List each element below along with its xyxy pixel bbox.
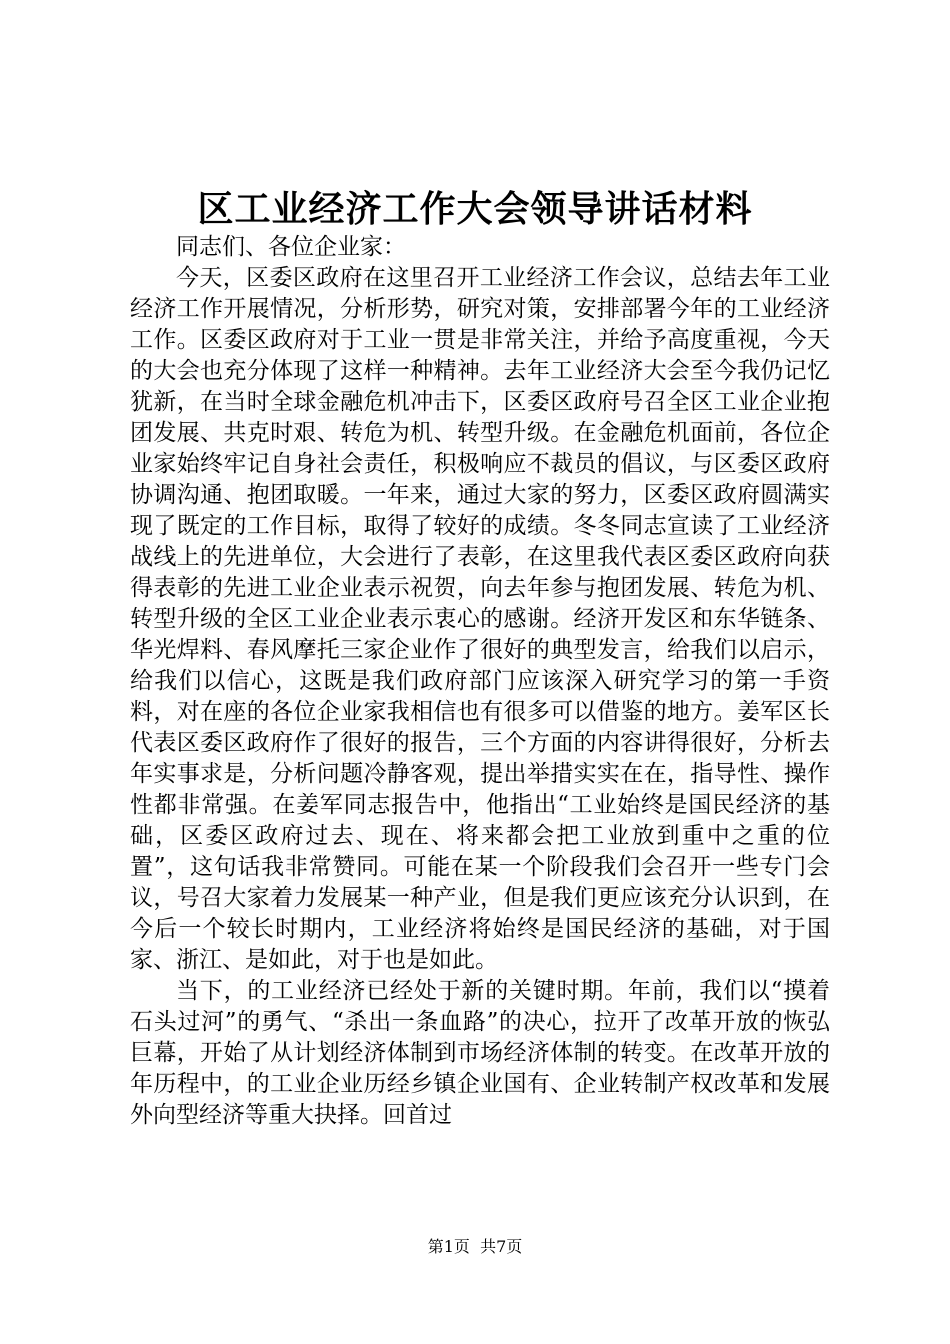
page-footer [0,1235,950,1259]
page-number: 第1页 [427,1237,470,1256]
paragraph: 今天，区委区政府在这里召开工业经济工作会议，总结去年工业经济工作开展情况，分析形势，研究对策，安排部署今年的工业经济工作。区委区政府对于工业一贯是非常关注，并给予高度重视，今天的大会也充分体现了这样一种精神。去年工业经济大会至今我仍记忆犹新，在当时全球金融危机冲击下，区委区政府号召全区工业企业抱团发展、共克时艰、转危为机、转型升级。在金融危机面前，各位企业家始终牢记自身社会责任，积极响应不裁员的倡议，与区委区政府协调沟通、抱团取暖。一年来，通过大家的努力，区委区政府圆满实现了既定的工作目标，取得了较好的成绩。冬冬同志宣读了工业经济战线上的先进单位，大会进行了表彰，在这里我代表区委区政府向获得表彰的先进工业企业表示祝贺，向去年参与抱团发展、转危为机、转型升级的全区工业企业表示衷心的感谢。经济开发区和东华链条、华光焊料、春风摩托三家企业作了很好的典型发言，给我们以启示，给我们以信心，这既是我们政府部门应该深入研究学习的第一手资料，对在座的各位企业家我相信也有很多可以借鉴的地方。姜军区长代表区委区政府作了很好的报告，三个方面的内容讲得很好，分析去年实事求是，分析问题冷静客观，提出举措实实在在，指导性、操作性都非常强。在姜军同志报告中，他指出“工业始终是国民经济的基础，区委区政府过去、现在、将来都会把工业放到重中之重的位置”，这句话我非常赞同。可能在某一个阶段我们会召开一些专门会议，号召大家着力发展某一种产业，但是我们更应该充分认识到，在今后一个较长时期内，工业经济将始终是国民经济的基础，对于国家、浙江、是如此，对于也是如此。 [130,265,830,973]
page-total: 共7页 [480,1237,523,1256]
document-title: 区工业经济工作大会领导讲话材料 [197,189,753,230]
document-body [130,232,830,1131]
paragraph: 当下，的工业经济已经处于新的关键时期。年前，我们以“摸着石头过河”的勇气、“杀出一条血路”的决心，拉开了改革开放的恢弘巨幕，开始了从计划经济体制到市场经济体制的转变。在改革开放的年历程中，的工业企业历经乡镇企业国有、企业转制产权改革和发展外向型经济等重大抉择。回首过 [130,978,830,1128]
salutation: 同志们、各位企业家： [176,234,406,260]
